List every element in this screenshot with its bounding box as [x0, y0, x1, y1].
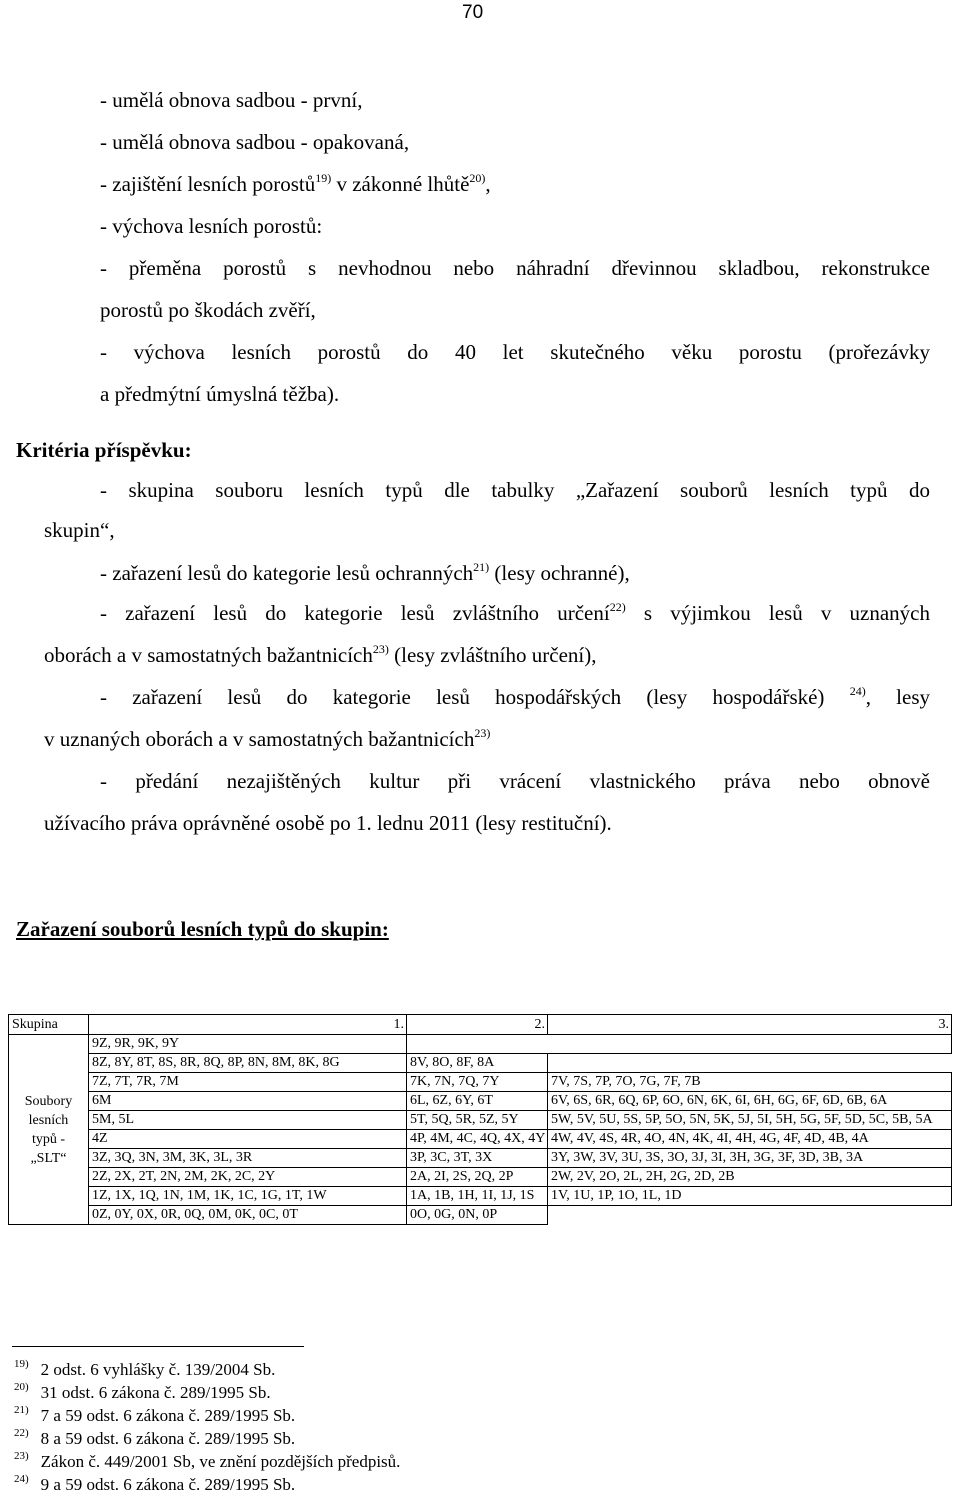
table-cell: 6V, 6S, 6R, 6Q, 6P, 6O, 6N, 6K, 6I, 6H, 6G, 6F, 6D, 6B, 6A: [548, 1092, 952, 1111]
footnote-mark: 23): [14, 1450, 29, 1462]
footnote-ref[interactable]: 21): [473, 560, 490, 574]
criteria-text: (lesy ochranné),: [489, 561, 630, 585]
table-cell: 8Z, 8Y, 8T, 8S, 8R, 8Q, 8P, 8N, 8M, 8K, 8G: [89, 1054, 407, 1073]
footnote-mark: 19): [14, 1358, 29, 1370]
header-cell-2: 2.: [407, 1015, 548, 1035]
table-cell: 2A, 2I, 2S, 2Q, 2P: [407, 1168, 548, 1187]
criteria-item: [100, 601, 930, 625]
table-cell: 8V, 8O, 8F, 8A: [407, 1054, 548, 1073]
table-cell: 5W, 5V, 5U, 5S, 5P, 5O, 5N, 5K, 5J, 5I, 5H, 5G, 5F, 5D, 5C, 5B, 5A: [548, 1111, 952, 1130]
footnote-text: 7 a 59 odst. 6 zákona č. 289/1995 Sb.: [40, 1406, 296, 1425]
criteria-item-continuation: [44, 643, 596, 667]
table-cell: 0O, 0G, 0N, 0P: [407, 1206, 548, 1225]
list-item: - umělá obnova sadbou - opakovaná,: [100, 130, 410, 154]
table-row: [9, 1092, 952, 1111]
table-cell: 5T, 5Q, 5R, 5Z, 5Y: [407, 1111, 548, 1130]
footnote-text: 9 a 59 odst. 6 zákona č. 289/1995 Sb.: [40, 1475, 296, 1494]
list-item: - přeměna porostů s nevhodnou nebo náhradní dřevinnou skladbou, rekonstrukce: [100, 256, 930, 280]
table-cell: 4W, 4V, 4S, 4R, 4O, 4N, 4K, 4I, 4H, 4G, 4F, 4D, 4B, 4A: [548, 1130, 952, 1149]
table-cell: 2Z, 2X, 2T, 2N, 2M, 2K, 2C, 2Y: [89, 1168, 407, 1187]
table-cell: 7V, 7S, 7P, 7O, 7G, 7F, 7B: [548, 1073, 952, 1092]
list-item: - výchova lesních porostů:: [100, 214, 323, 238]
list-item: - výchova lesních porostů do 40 let skutečného věku porostu (prořezávky: [100, 340, 930, 364]
list-item: [100, 172, 491, 196]
table-row: [9, 1073, 952, 1092]
list-item-continuation: a předmýtní úmyslná těžba).: [100, 382, 340, 406]
table-row: [9, 1054, 952, 1073]
table-cell: 7Z, 7T, 7R, 7M: [89, 1073, 407, 1092]
criteria-text: s výjimkou lesů v uznaných: [625, 601, 930, 625]
footnote-mark: 21): [14, 1404, 29, 1416]
list-item-text: ,: [485, 172, 491, 196]
table-cell: 0Z, 0Y, 0X, 0R, 0Q, 0M, 0K, 0C, 0T: [89, 1206, 407, 1225]
table-cell: 3Y, 3W, 3V, 3U, 3S, 3O, 3J, 3I, 3H, 3G, 3F, 3D, 3B, 3A: [548, 1149, 952, 1168]
page-number: 70: [462, 2, 484, 23]
table-cell: 2W, 2V, 2O, 2L, 2H, 2G, 2D, 2B: [548, 1168, 952, 1187]
criteria-item-continuation: užívacího práva oprávněné osobě po 1. lednu 2011 (lesy restituční).: [44, 811, 612, 835]
side-label-cell: [9, 1035, 89, 1225]
table-cell: [548, 1054, 952, 1073]
table-cell: 1Z, 1X, 1Q, 1N, 1M, 1K, 1C, 1G, 1T, 1W: [89, 1187, 407, 1206]
table-cell: [548, 1206, 952, 1225]
table-row: [9, 1111, 952, 1130]
footnote-separator: [12, 1346, 304, 1347]
header-cell-group: Skupina: [9, 1015, 89, 1035]
footnote: [14, 1360, 275, 1380]
footnote-text: 31 odst. 6 zákona č. 289/1995 Sb.: [40, 1383, 271, 1402]
criteria-text: (lesy zvláštního určení),: [388, 643, 597, 667]
footnote-text: 2 odst. 6 vyhlášky č. 139/2004 Sb.: [40, 1360, 276, 1379]
table-cell: 6L, 6Z, 6Y, 6T: [407, 1092, 548, 1111]
criteria-text: , lesy: [865, 685, 931, 709]
side-label: Soubory lesních typů - „SLT“: [24, 1093, 73, 1166]
list-item-text: v zákonné lhůtě: [331, 172, 470, 196]
footnote: [14, 1383, 271, 1403]
list-item-text: - zajištění lesních porostů: [100, 172, 316, 196]
header-cell-1: 1.: [89, 1015, 407, 1035]
criteria-item: [100, 561, 630, 585]
footnote-text: 8 a 59 odst. 6 zákona č. 289/1995 Sb.: [40, 1429, 296, 1448]
table-cell: 3P, 3C, 3T, 3X: [407, 1149, 548, 1168]
criteria-text: - zařazení lesů do kategorie lesů ochranných: [100, 561, 474, 585]
footnote-ref[interactable]: 23): [372, 642, 389, 656]
criteria-text: v uznaných oborách a v samostatných bažantnicích: [44, 727, 475, 751]
footnote-ref[interactable]: 24): [849, 684, 866, 698]
table-cell: 7K, 7N, 7Q, 7Y: [407, 1073, 548, 1092]
footnote: [14, 1429, 295, 1449]
footnote-text: Zákon č. 449/2001 Sb, ve znění pozdějších předpisů.: [40, 1452, 401, 1471]
footnote-mark: 24): [14, 1473, 29, 1485]
criteria-item: - předání nezajištěných kultur při vrácení vlastnického práva nebo obnově: [100, 769, 930, 793]
footnote-ref[interactable]: 19): [315, 171, 332, 185]
table-row: [9, 1168, 952, 1187]
table-cell: 3Z, 3Q, 3N, 3M, 3K, 3L, 3R: [89, 1149, 407, 1168]
criteria-text: - zařazení lesů do kategorie lesů hospodářských (lesy hospodářské): [100, 685, 825, 709]
footnote: [14, 1452, 400, 1472]
table-cell: 5M, 5L: [89, 1111, 407, 1130]
criteria-item: [100, 685, 930, 709]
criteria-text: - zařazení lesů do kategorie lesů zvláštního určení: [100, 601, 610, 625]
table-cell: 4P, 4M, 4C, 4Q, 4X, 4Y: [407, 1130, 548, 1149]
footnote-ref[interactable]: 23): [474, 726, 491, 740]
footnote-ref[interactable]: 20): [469, 171, 486, 185]
footnote: [14, 1475, 295, 1495]
slt-table: [8, 1014, 952, 1225]
table-row: [9, 1130, 952, 1149]
criteria-item-continuation: skupin“,: [44, 518, 115, 542]
footnote: [14, 1406, 295, 1426]
criteria-heading: Kritéria příspěvku:: [16, 438, 192, 462]
table-cell: 9Z, 9R, 9K, 9Y: [89, 1035, 407, 1054]
table-cell: 6M: [89, 1092, 407, 1111]
table-cell: 1A, 1B, 1H, 1I, 1J, 1S: [407, 1187, 548, 1206]
table-row: [9, 1206, 952, 1225]
table-cell: 4Z: [89, 1130, 407, 1149]
section-title: Zařazení souborů lesních typů do skupin:: [16, 917, 389, 941]
criteria-text: oborách a v samostatných bažantnicích: [44, 643, 373, 667]
list-item-continuation: porostů po škodách zvěří,: [100, 298, 316, 322]
list-item: - umělá obnova sadbou - první,: [100, 88, 363, 112]
footnote-mark: 22): [14, 1427, 29, 1439]
header-cell-3: 3.: [548, 1015, 952, 1035]
table-row: [9, 1187, 952, 1206]
table-row: [9, 1035, 952, 1054]
footnote-ref[interactable]: 22): [609, 600, 626, 614]
criteria-item: - skupina souboru lesních typů dle tabulky „Zařazení souborů lesních typů do: [100, 478, 930, 502]
table-row: [9, 1149, 952, 1168]
table-cell: [407, 1035, 952, 1054]
table-header-row: [9, 1015, 952, 1035]
table-cell: 1V, 1U, 1P, 1O, 1L, 1D: [548, 1187, 952, 1206]
footnote-mark: 20): [14, 1381, 29, 1393]
criteria-item-continuation: [44, 727, 490, 751]
